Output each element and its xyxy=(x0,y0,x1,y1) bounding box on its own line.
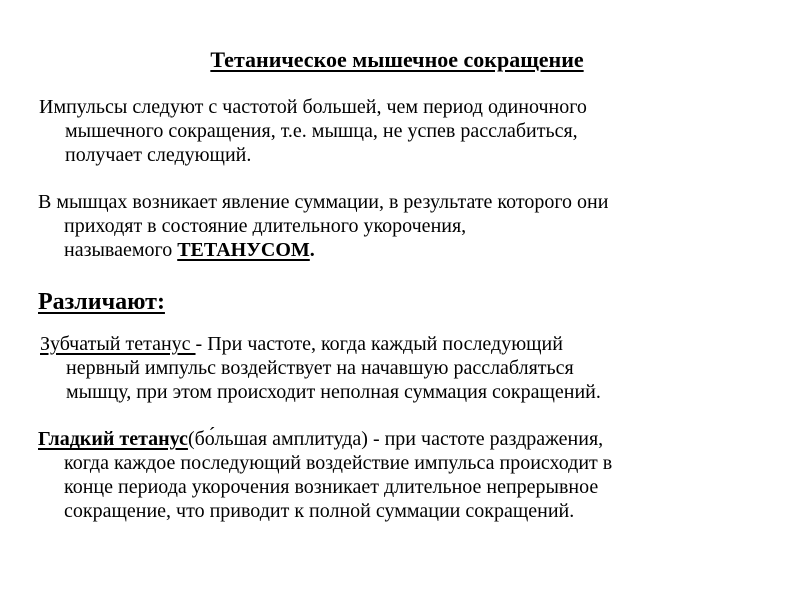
paragraph-line: приходят в состояние длительного укорочения, xyxy=(64,215,467,237)
text-prefix: называемого xyxy=(64,239,178,261)
paragraph-line-with-term xyxy=(38,427,612,451)
paragraph-line-rest: (бо́льшая амплитуда) - при частоте раздражения, xyxy=(187,428,604,450)
paragraph-line: когда каждое последующий воздействие импульса происходит в xyxy=(64,452,613,474)
paragraph-line-with-term xyxy=(40,332,601,356)
paragraph-line: мышечного сокращения, т.е. мышца, не успев расслабиться, xyxy=(65,120,578,142)
paragraph-serrated-tetanus xyxy=(40,332,601,404)
distinguish-heading: Различают: xyxy=(38,289,165,315)
paragraph-line: мышцу, при этом происходит неполная суммация сокращений. xyxy=(66,381,601,403)
paragraph-impulses xyxy=(39,95,587,167)
text-suffix: . xyxy=(309,239,315,261)
serrated-tetanus-term: Зубчатый тетанус xyxy=(40,333,196,355)
paragraph-line: Импульсы следуют с частотой большей, чем период одиночного xyxy=(39,96,587,118)
paragraph-summation xyxy=(38,190,608,262)
tetanus-term: ТЕТАНУСОМ xyxy=(177,239,310,261)
paragraph-line: нервный импульс воздействует на начавшую расслабляться xyxy=(66,357,574,379)
paragraph-line: конце периода укорочения возникает длительное непрерывное xyxy=(64,476,599,498)
slide-title-text: Тетаническое мышечное сокращение xyxy=(210,47,584,72)
paragraph-line-rest: - При частоте, когда каждый последующий xyxy=(195,333,563,355)
paragraph-line-with-term xyxy=(38,238,608,262)
smooth-tetanus-term: Гладкий тетанус xyxy=(38,428,188,450)
slide-title xyxy=(0,46,794,74)
paragraph-smooth-tetanus xyxy=(38,427,612,523)
paragraph-line: В мышцах возникает явление суммации, в результате которого они xyxy=(38,191,609,213)
paragraph-line: сокращение, что приводит к полной суммации сокращений. xyxy=(64,500,575,522)
paragraph-line: получает следующий. xyxy=(65,144,252,166)
